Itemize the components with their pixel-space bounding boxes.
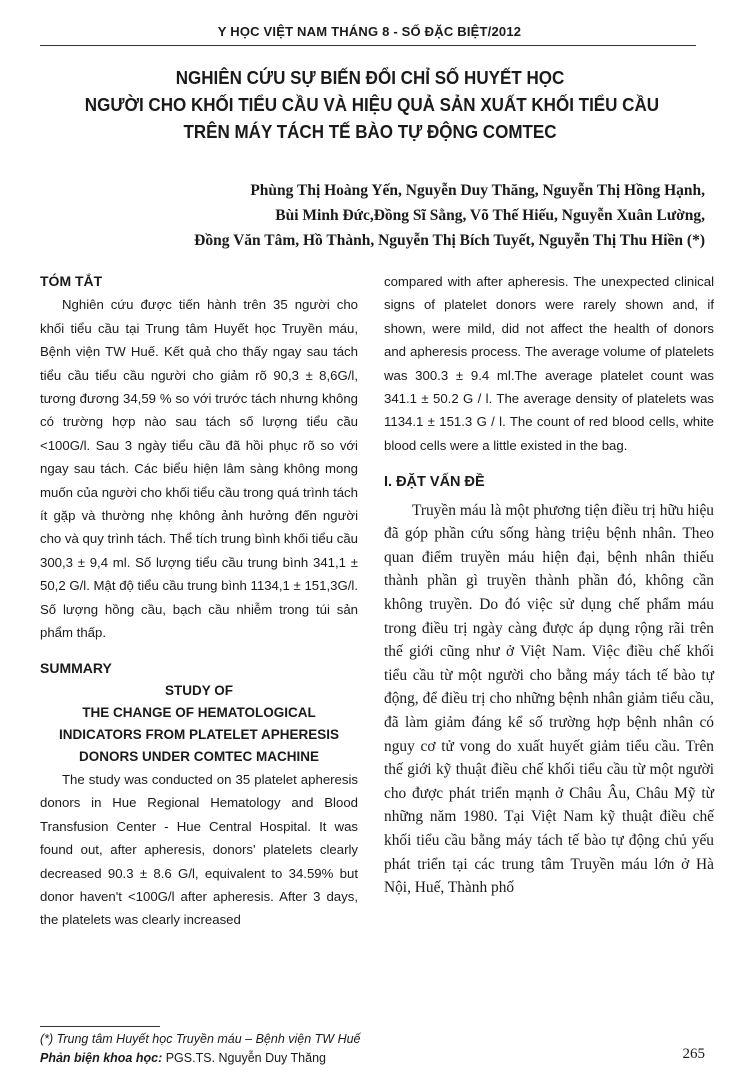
summary-heading: SUMMARY: [40, 659, 112, 676]
section-1-heading: I. ĐẶT VẤN ĐỀ: [384, 474, 485, 491]
summary-title-line-3: INDICATORS FROM PLATELET APHERESIS: [58, 726, 339, 742]
article-title: [84, 64, 660, 145]
summary-body-part-2: compared with after apheresis. The unexpected clinical signs of platelet donors were rarely shown and, if shown, were mild, did not affect the health of donors and apheresis process. The average volume of platelets was 300.3 ± 9.4 ml.The average platelet count was 341.1 ± 50.2 G / l. The average density of platelets was 1134.1 ± 151.3 G / l. The count of red blood cells, white blood cells were a little existed in the bag.: [384, 274, 714, 453]
title-line-1: NGHIÊN CỨU SỰ BIẾN ĐỔI CHỈ SỐ HUYẾT HỌC: [175, 67, 565, 88]
summary-title-line-4: DONORS UNDER COMTEC MACHINE: [78, 748, 319, 764]
abstract-vi-body: Nghiên cứu được tiến hành trên 35 người cho khối tiểu cầu tại Trung tâm Huyết học Truyền máu, Bệnh viện TW Huế. Kết quả cho thấy ngay sau tách tiểu cầu tiểu cầu người cho giảm rõ 90,3 ± 8,6G/l, tương đương 34,59 % so với trước tách nhưng không có trường hợp nào sau tách số lượng tiểu cầu <100G/l. Sau 3 ngày tiểu cầu đã hồi phục rõ so với ngay sau tách. Các biểu hiện lâm sàng không mong muốn của người cho khối tiểu cầu trong quá trình tách ít gặp và thường nhẹ không ảnh hưởng đến người cho và quy trình tách. Thể tích trung bình khối tiểu cầu 300,3 ± 9,4 ml. Số lượng tiểu cầu trung bình 341,1 ± 50,2 G/l. Mật độ tiểu cầu trung bình 1134,1 ± 151,3G/l. Số lượng hồng cầu, bạch cầu nhiễm trong túi sản phẩm thấp.: [40, 297, 358, 641]
reviewer-label: Phản biện khoa học:: [40, 1051, 163, 1065]
author-line-2: Bùi Minh Đức,Đồng Sĩ Sằng, Võ Thế Hiếu, Nguyễn Xuân Lường,: [275, 207, 705, 224]
author-line-3: Đồng Văn Tâm, Hồ Thành, Nguyễn Thị Bích Tuyết, Nguyễn Thị Thu Hiền (*): [194, 232, 705, 249]
page-number: 265: [682, 1046, 705, 1062]
summary-title: [40, 680, 358, 768]
right-column: [384, 270, 714, 900]
title-line-3: TRÊN MÁY TÁCH TẾ BÀO TỰ ĐỘNG COMTEC: [183, 121, 557, 142]
summary-title-line-2: THE CHANGE OF HEMATOLOGICAL: [82, 704, 316, 720]
section-1-body: Truyền máu là một phương tiện điều trị hữu hiệu đã góp phần cứu sống hàng triệu bệnh nhân. Theo quan điểm truyền máu hiện đại, bệnh nhân thiếu thành phần gì truyền thành phần đó, không cần không truyền. Do đó việc sử dụng chế phẩm máu trong điều trị ngày càng được áp dụng rộng rãi trên thế giới cũng như ở Việt Nam. Việc điều chế khối tiểu cầu từ một người cho bằng máy tách tế bào tự động, để điều trị cho những bệnh nhân giảm tiểu cầu, đã làm giảm đáng kể số trường hợp bệnh nhân có nguy cơ tử vong do xuất huyết giảm tiểu cầu. Trên thế giới kỹ thuật điều chế khối tiểu cầu từ một người cho được phát triển mạnh ở Châu Âu, Châu Mỹ từ những năm 1980. Tại Việt Nam kỹ thuật điều chế khối tiểu cầu bằng máy tách tế bào tự động chủ yếu phát triển tại các trung tâm Truyền máu lớn ở Hà Nội, Huế, Thành phố: [384, 501, 714, 897]
footnote: [40, 1030, 700, 1068]
title-line-2: NGƯỜI CHO KHỐI TIỂU CẦU VÀ HIỆU QUẢ SẢN XUẤT KHỐI TIỂU CẦU: [84, 94, 660, 115]
summary-body-part-1: The study was conducted on 35 platelet apheresis donors in Hue Regional Hematology and Blood Transfusion Center - Hue Central Hospital. It was found out, after apheresis, donors' platelets clearly decreased 90.3 ± 8.6 G/l, equivalent to 34.59% but donor haven't <100G/l after apheresis. After 3 days, the platelets was clearly increased: [40, 771, 358, 928]
footnote-rule: [40, 1026, 160, 1027]
left-column: [40, 270, 358, 932]
author-line-1: Phùng Thị Hoàng Yến, Nguyễn Duy Thăng, Nguyễn Thị Hồng Hạnh,: [250, 182, 705, 199]
running-header: Y HỌC VIỆT NAM THÁNG 8 - SỐ ĐẶC BIỆT/2012: [217, 24, 522, 39]
summary-title-line-1: STUDY OF: [164, 682, 233, 698]
author-list: [65, 178, 705, 253]
footnote-reviewer: [40, 1049, 700, 1068]
header-rule: [40, 45, 696, 46]
footnote-affiliation: (*) Trung tâm Huyết học Truyền máu – Bệnh viện TW Huế: [40, 1032, 361, 1046]
reviewer-name: PGS.TS. Nguyễn Duy Thăng: [162, 1051, 326, 1065]
abstract-vi-heading: TÓM TẮT: [40, 273, 103, 289]
